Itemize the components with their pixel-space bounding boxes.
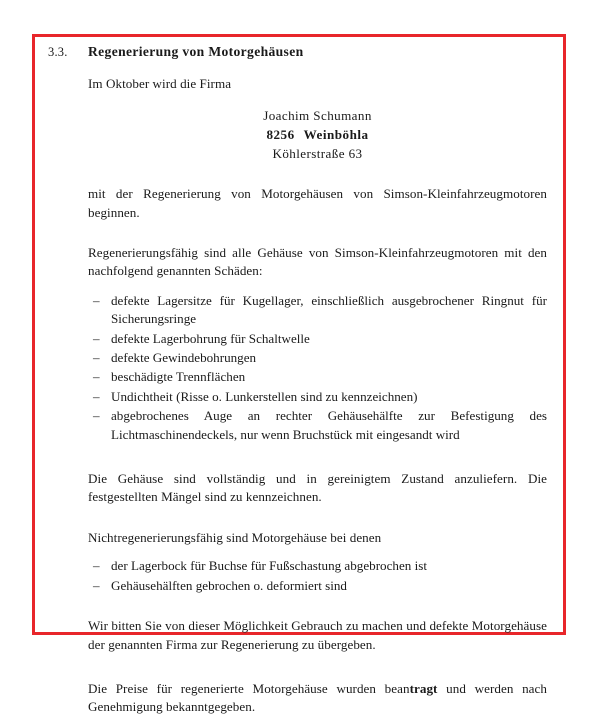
damage-list <box>48 292 547 444</box>
list-item <box>93 407 547 444</box>
list-item <box>93 330 547 348</box>
dash-marker-icon: – <box>93 350 100 366</box>
address-block <box>48 107 547 163</box>
list-item-text: defekte Lagerbohrung für Schaltwelle <box>111 330 310 346</box>
section-heading <box>48 44 547 60</box>
dash-marker-icon: – <box>93 408 100 424</box>
list-item <box>93 368 547 386</box>
paragraph-prices <box>48 680 547 717</box>
list-item-text: Undichtheit (Risse o. Lunkerstellen sind zu kennzeichnen) <box>111 388 418 404</box>
dash-marker-icon: – <box>93 330 100 346</box>
exclusion-list <box>48 557 547 595</box>
page-title: Regenerierung von Motorgehäusen <box>88 44 304 59</box>
list-item-text: der Lagerbock für Buchse für Fußschastung abgebrochen ist <box>111 558 427 574</box>
paragraph-prices-emphasis: tragt <box>409 680 438 696</box>
address-street: Köhlerstraße 63 <box>272 145 363 161</box>
paragraph-scope: Regenerierungsfähig sind alle Gehäuse von Simson-Kleinfahrzeugmotoren mit den nachfolgend genannten Schäden: <box>88 245 547 279</box>
list-item-text: beschädigte Trennflächen <box>111 369 246 385</box>
dash-marker-icon: – <box>93 558 100 574</box>
address-city-line <box>88 126 547 145</box>
address-name: Joachim Schumann <box>263 108 372 124</box>
list-item-text: Gehäusehälften gebrochen o. deformiert sind <box>111 577 347 593</box>
paragraph-condition: Die Gehäuse sind vollständig und in gereinigtem Zustand anzuliefern. Die festgestellten Mängel sind zu kennzeichnen. <box>88 471 547 505</box>
list-item-text: abgebrochenes Auge an rechter Gehäusehälfte zur Befestigung des Lichtmaschinendeckels, nur wenn Bruchstück mit eingesandt wird <box>111 408 547 442</box>
intro-paragraph: Im Oktober wird die Firma <box>88 76 232 91</box>
list-item <box>93 388 547 406</box>
paragraph-exclusion-intro: Nichtregenerierungsfähig sind Motorgehäuse bei denen <box>88 529 382 545</box>
dash-marker-icon: – <box>93 369 100 385</box>
paragraph-prices-part1: Die Preise für regenerierte Motorgehäuse wurden bean <box>88 680 410 696</box>
list-item <box>93 577 547 595</box>
list-item <box>93 557 547 575</box>
paragraph-after-address: mit der Regenerierung von Motorgehäusen von Simson-Kleinfahrzeugmotoren beginnen. <box>88 186 547 220</box>
list-item <box>93 292 547 329</box>
address-city: Weinböhla <box>303 127 369 142</box>
red-annotation-frame <box>32 34 566 715</box>
paragraph-request: Wir bitten Sie von dieser Möglichkeit Gebrauch zu machen und defekte Motorgehäuse der genannten Firma zur Regenerierung zu übergeben. <box>88 618 547 652</box>
dash-marker-icon: – <box>93 388 100 404</box>
list-item-text: defekte Gewindebohrungen <box>111 350 257 366</box>
paragraph-prices-part2: und werden nach Genehmigung bekanntgegeben. <box>88 680 548 715</box>
list-item <box>93 349 547 367</box>
list-item-text: defekte Lagersitze für Kugellager, einschließlich ausgebrochener Ringnut für Sicherungsringe <box>111 292 547 327</box>
dash-marker-icon: – <box>93 292 100 308</box>
section-number: 3.3. <box>48 45 68 59</box>
dash-marker-icon: – <box>93 577 100 593</box>
document-body <box>35 37 569 715</box>
address-zip: 8256 <box>266 127 295 142</box>
